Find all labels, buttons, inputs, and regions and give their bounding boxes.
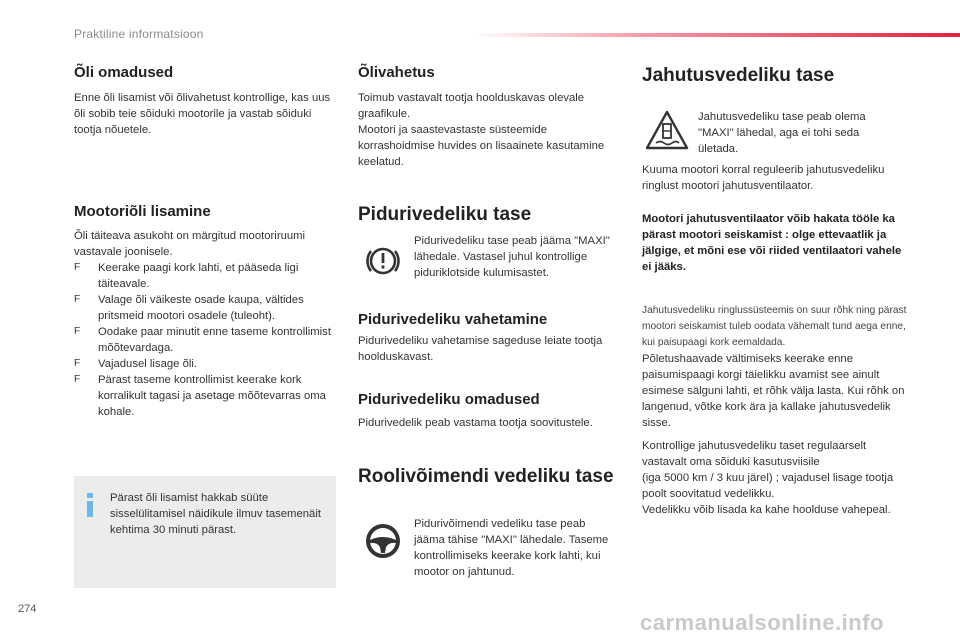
bullet-marker: F [74,326,81,337]
heading-brake-fluid-level: Pidurivedeliku tase [358,204,532,225]
text-brake-fluid-change: Pidurivedeliku vahetamise sageduse leiate tootja hoolduskavast. [358,335,603,363]
heading-oil-change: Õlivahetus [358,64,435,81]
list-item: F Vajadusel lisage õli. [74,358,198,370]
add-oil-block [74,228,336,420]
coolant-warning-icon [645,110,689,150]
header-accent-bar [472,33,960,37]
warning-coolant-fan: Mootori jahutusventilaator võib hakata tööle ka pärast mootori seiskamist : olge ettevaatlik ja jälgige, et mõni ese või riided ventilaatori vahele ei jääks. [642,213,902,273]
watermark: carmanualsonline.info [640,610,884,635]
list-item: F Valage õli väikeste osade kaupa, vältides pritsmeid mootori osadele (tuleoht). [74,294,304,322]
text-oil-change: Toimub vastavalt tootja hoolduskavas olevale graafikule. Mootori ja saastevastaste süsteemide korrashoidmise huvides on lisaainete kasutamine keelatud. [358,92,605,168]
heading-brake-fluid-change: Pidurivedeliku vahetamine [358,311,548,328]
text-coolant-level-icon: Jahutusvedeliku tase peab olema "MAXI" lähedal, aga ei tohi seda ületada. [698,111,866,155]
steering-wheel-icon [362,520,404,562]
info-icon [87,493,93,517]
running-header: Praktiline informatsioon [74,27,204,41]
bullet-marker: F [74,358,81,369]
info-text: Pärast õli lisamist hakkab süüte sisselülitamisel näidikule ilmuv tasemenäit kehtima 30 minuti pärast. [110,492,321,536]
text-coolant-burns: Põletushaavade vältimiseks keerake enne paisumispaagi korgi täielikku avamist see ainult esimese sälguni lahti, et rõhk välja lasta. Kui rõhk on langenud, võtke kork ära ja kallake jahutusvedelik sisse. [642,353,905,429]
text-power-steering-fluid: Pidurivõimendi vedeliku tase peab jääma tähise "MAXI" lähedale. Taseme kontrollimiseks keerake kork lahti, kui mootor on jahtunud. [414,518,609,578]
list-item: F Oodake paar minutit enne taseme kontrollimist mõõtevardaga. [74,326,331,354]
heading-power-steering-fluid: Roolivõimendi vedeliku tase [358,466,614,487]
bullet-marker: F [74,294,81,305]
heading-coolant-level: Jahutusvedeliku tase [642,65,835,86]
text-brake-fluid-properties: Pidurivedelik peab vastama tootja soovitustele. [358,417,593,429]
text-coolant-check: Kontrollige jahutusvedeliku taset regulaarselt vastavalt oma sõiduki kasutusviisile (iga 5000 km / 3 kuu järel) ; vajadusel lisage tootja poolt soovitatud vedelikku. Vedelikku võib lisada ka kahe hoolduse vahepeal. [642,440,894,516]
add-oil-steps [74,260,336,420]
heading-brake-fluid-properties: Pidurivedeliku omadused [358,391,540,408]
list-item: F Keerake paagi kork lahti, et pääseda ligi täiteavale. [74,262,299,290]
text-oil-properties: Enne õli lisamist või õlivahetust kontrollige, kas uus õli sobib teie sõiduki mootorile ja vastab sõiduki tootja nõuetele. [74,92,331,136]
text-add-oil-intro: Õli täiteava asukoht on märgitud mootoriruumi vastavale joonisele. [74,230,306,258]
bullet-marker: F [74,374,81,385]
note-coolant-pressure: Jahutusvedeliku ringlussüsteemis on suur rõhk ning pärast mootori seiskamist tuleb oodata vähemalt tund aega enne, kui paisupaagi kork eemaldada. [642,305,907,348]
page-number: 274 [18,603,37,615]
brake-warning-icon [362,240,404,282]
heading-oil-properties: Õli omadused [74,64,174,81]
list-item: F Pärast taseme kontrollimist keerake kork korralikult tagasi ja asetage mõõtevarras oma kohale. [74,374,326,418]
bullet-marker: F [74,262,81,273]
text-coolant-fan: Kuuma mootori korral reguleerib jahutusvedeliku ringlust mootori jahutusventilaator. [642,164,885,192]
text-brake-fluid-level: Pidurivedeliku tase peab jääma "MAXI" lähedale. Vastasel juhul kontrollige piduriklotside kulumisastet. [414,235,610,279]
heading-add-oil: Mootoriõli lisamine [74,203,211,220]
